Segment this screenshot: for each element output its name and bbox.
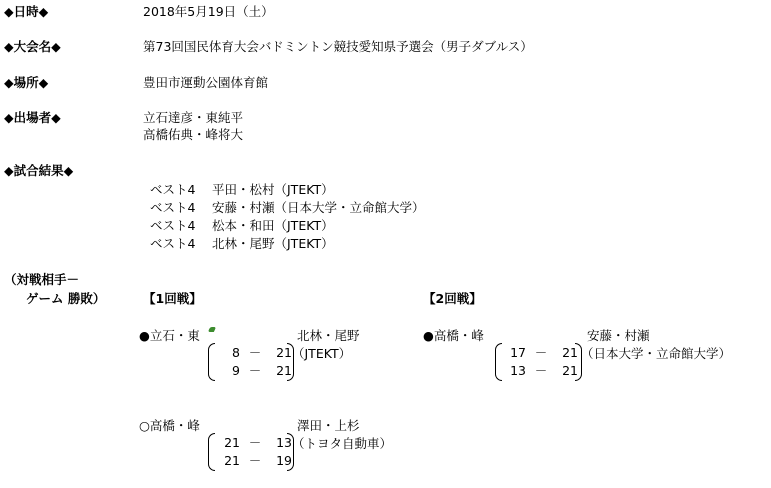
match-legend-line-2: ゲーム 勝敗） <box>26 291 106 306</box>
match-pair: ●立石・東 <box>139 328 200 343</box>
comment-marker-icon <box>208 327 216 332</box>
round-2-title: 【2回戦】 <box>423 291 482 306</box>
score-brace-left <box>208 343 215 381</box>
opponent-names: 安藤・村瀬 <box>587 328 650 343</box>
round-1-title: 【1回戦】 <box>143 291 202 306</box>
opponent-score: 21 <box>562 345 578 360</box>
own-score: 17 <box>510 345 526 360</box>
own-score: 8 <box>232 345 240 360</box>
result-names: 平田・松村（JTEKT） <box>212 182 334 197</box>
opponent-names: 北林・尾野 <box>297 328 360 343</box>
result-names: 松本・和田（JTEKT） <box>212 218 334 233</box>
game-score <box>218 452 292 470</box>
result-names: 北林・尾野（JTEKT） <box>212 236 334 251</box>
venue-value: 豊田市運動公園体育館 <box>143 75 269 90</box>
score-dash: － <box>248 435 262 450</box>
score-dash: － <box>534 363 548 378</box>
score-dash: － <box>248 453 262 468</box>
date-label: ◆日時◆ <box>4 4 49 19</box>
result-names: 安藤・村瀬（日本大学・立命館大学） <box>212 200 425 215</box>
match-pair: ●高橋・峰 <box>423 328 484 343</box>
game-score <box>218 362 292 380</box>
game-score <box>504 362 578 380</box>
opponent-score: 21 <box>562 363 578 378</box>
game-score <box>218 434 292 452</box>
match-pair: ○高橋・峰 <box>139 418 200 433</box>
score-dash: － <box>248 345 262 360</box>
opponent-org: （日本大学・立命館大学） <box>581 346 732 361</box>
own-score: 21 <box>224 435 240 450</box>
tournament-label: ◆大会名◆ <box>4 39 61 54</box>
players-label: ◆出場者◆ <box>4 110 61 125</box>
game-score <box>218 344 292 362</box>
score-brace-left <box>495 343 502 381</box>
results-label: ◆試合結果◆ <box>4 163 74 178</box>
result-rank: ベスト4 <box>150 200 196 215</box>
venue-label: ◆場所◆ <box>4 75 49 90</box>
result-rank: ベスト4 <box>150 182 196 197</box>
opponent-names: 澤田・上杉 <box>297 418 360 433</box>
tournament-value: 第73回国民体育大会バドミントン競技愛知県予選会（男子ダブルス） <box>143 39 533 54</box>
score-brace-left <box>208 433 215 471</box>
opponent-org: （トヨタ自動車） <box>292 436 393 451</box>
opponent-score: 19 <box>276 453 292 468</box>
player-pair-2: 高橋佑典・峰将大 <box>143 127 244 142</box>
opponent-score: 21 <box>276 345 292 360</box>
player-pair-1: 立石達彦・東純平 <box>143 110 244 125</box>
opponent-score: 21 <box>276 363 292 378</box>
opponent-score: 13 <box>276 435 292 450</box>
own-score: 21 <box>224 453 240 468</box>
date-value: 2018年5月19日（土） <box>143 4 274 19</box>
match-legend-line-1: （対戦相手－ <box>4 272 80 287</box>
result-rank: ベスト4 <box>150 236 196 251</box>
game-score <box>504 344 578 362</box>
own-score: 13 <box>510 363 526 378</box>
result-rank: ベスト4 <box>150 218 196 233</box>
score-dash: － <box>534 345 548 360</box>
opponent-org: （JTEKT） <box>292 346 352 361</box>
score-dash: － <box>248 363 262 378</box>
own-score: 9 <box>232 363 240 378</box>
